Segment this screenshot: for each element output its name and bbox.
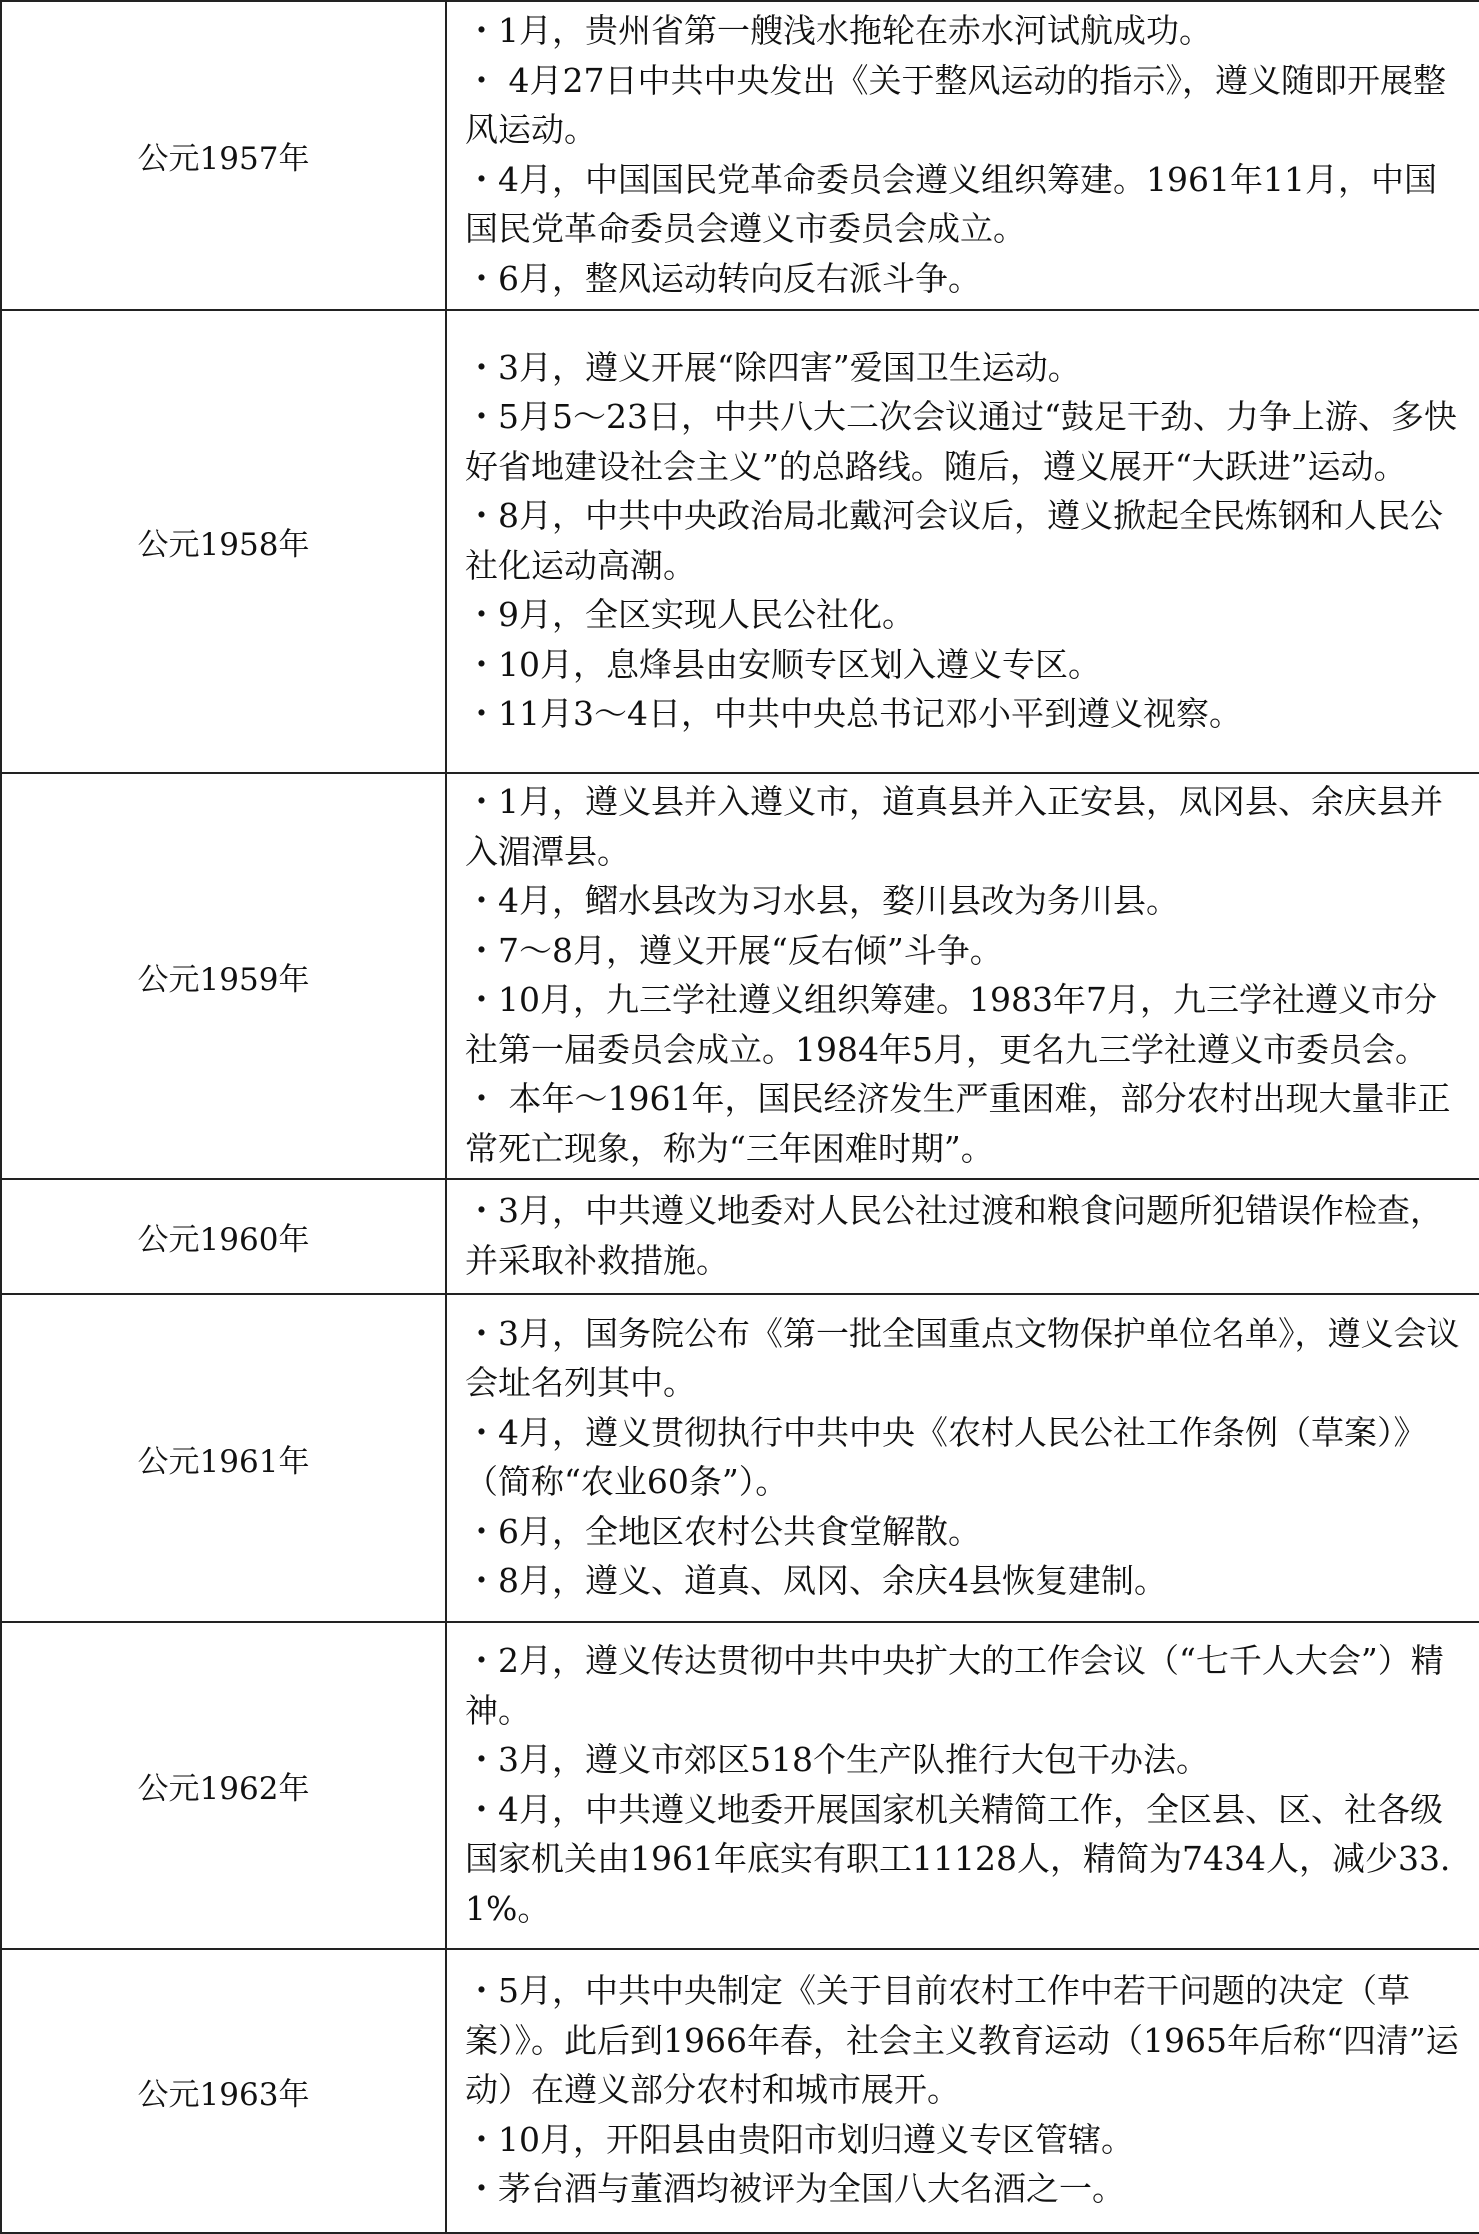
event-item: ・10月，开阳县由贵阳市划归遵义专区管辖。 [465, 2119, 1134, 2159]
event-item: ・7～8月，遵义开展“反右倾”斗争。 [465, 930, 1003, 970]
event-list [446, 1622, 1479, 1949]
event-item: ・3月，中共遵义地委对人民公社过渡和粮食问题所犯错误作检查，并采取补救措施。 [465, 1191, 1443, 1280]
event-item: ・茅台酒与董酒均被评为全国八大名酒之一。 [465, 2169, 1125, 2209]
event-list [446, 773, 1479, 1179]
year-row-1961 [1, 1294, 1479, 1622]
year-row-1957 [1, 1, 1479, 310]
event-list [446, 1, 1479, 310]
event-list [446, 1949, 1479, 2233]
event-list [446, 1179, 1479, 1294]
event-item: ・5月，中共中央制定《关于目前农村工作中若干问题的决定（草案）》。此后到1966年春，社会主义教育运动（1965年后称“四清”运动）在遵义部分农村和城市展开。 [465, 1971, 1459, 2110]
event-item: ・3月，遵义开展“除四害”爱国卫生运动。 [465, 347, 1081, 387]
event-item: ・9月，全区实现人民公社化。 [465, 595, 915, 634]
year-label: 公元1958年 [1, 310, 446, 773]
event-item: ・8月，中共中央政治局北戴河会议后，遵义掀起全民炼钢和人民公社化运动高潮。 [465, 496, 1443, 585]
event-item: ・1月，贵州省第一艘浅水拖轮在赤水河试航成功。 [465, 11, 1212, 50]
year-row-1963 [1, 1949, 1479, 2233]
event-item: ・6月，全地区农村公共食堂解散。 [465, 1511, 981, 1551]
year-label: 公元1960年 [1, 1179, 446, 1294]
event-item: ・1月，遵义县并入遵义市，道真县并入正安县，凤冈县、余庆县并入湄潭县。 [465, 782, 1443, 871]
event-item: ・8月，遵义、道真、凤冈、余庆4县恢复建制。 [465, 1561, 1167, 1600]
year-label: 公元1962年 [1, 1622, 446, 1949]
year-label: 公元1963年 [1, 1949, 446, 2233]
event-item: ・2月，遵义传达贯彻中共中央扩大的工作会议（“七千人大会”）精神。 [465, 1641, 1444, 1730]
year-label: 公元1961年 [1, 1294, 446, 1622]
event-item: ・4月，中共遵义地委开展国家机关精简工作，全区县、区、社各级国家机关由1961年底实有职工11128人，精简为7434人，减少33.1%。 [465, 1789, 1451, 1928]
event-item: ・11月3～4日，中共中央总书记邓小平到遵义视察。 [465, 694, 1242, 733]
event-list [446, 310, 1479, 773]
event-item: ・6月，整风运动转向反右派斗争。 [465, 258, 981, 298]
chronicle-body [1, 1, 1479, 2233]
year-row-1962 [1, 1622, 1479, 1949]
event-item: ・3月，遵义市郊区518个生产队推行大包干办法。 [465, 1740, 1209, 1779]
event-item: ・4月，遵义贯彻执行中共中央《农村人民公社工作条例（草案）》（简称“农业60条”）。 [465, 1412, 1427, 1501]
year-row-1959 [1, 773, 1479, 1179]
year-row-1960 [1, 1179, 1479, 1294]
year-label: 公元1957年 [1, 1, 446, 310]
event-item: ・5月5～23日，中共八大二次会议通过“鼓足干劲、力争上游、多快好省地建设社会主义”的总路线。随后，遵义展开“大跃进”运动。 [465, 397, 1457, 486]
event-item: ・4月，中国国民党革命委员会遵义组织筹建。1961年11月，中国国民党革命委员会遵义市委员会成立。 [465, 159, 1437, 248]
event-item: ・3月，国务院公布《第一批全国重点文物保护单位名单》，遵义会议会址名列其中。 [465, 1313, 1460, 1402]
event-item: ・10月，息烽县由安顺专区划入遵义专区。 [465, 644, 1101, 684]
event-item: ・4月，鳛水县改为习水县，婺川县改为务川县。 [465, 881, 1179, 920]
year-label: 公元1959年 [1, 773, 446, 1179]
year-row-1958 [1, 310, 1479, 773]
event-item: ・ 4月27日中共中央发出《关于整风运动的指示》，遵义随即开展整风运动。 [465, 60, 1446, 149]
event-item: ・ 本年～1961年，国民经济发生严重困难，部分农村出现大量非正常死亡现象，称为“三年困难时期”。 [465, 1079, 1451, 1168]
event-item: ・10月，九三学社遵义组织筹建。1983年7月，九三学社遵义市分社第一届委员会成立。1984年5月，更名九三学社遵义市委员会。 [465, 980, 1437, 1069]
event-list [446, 1294, 1479, 1622]
